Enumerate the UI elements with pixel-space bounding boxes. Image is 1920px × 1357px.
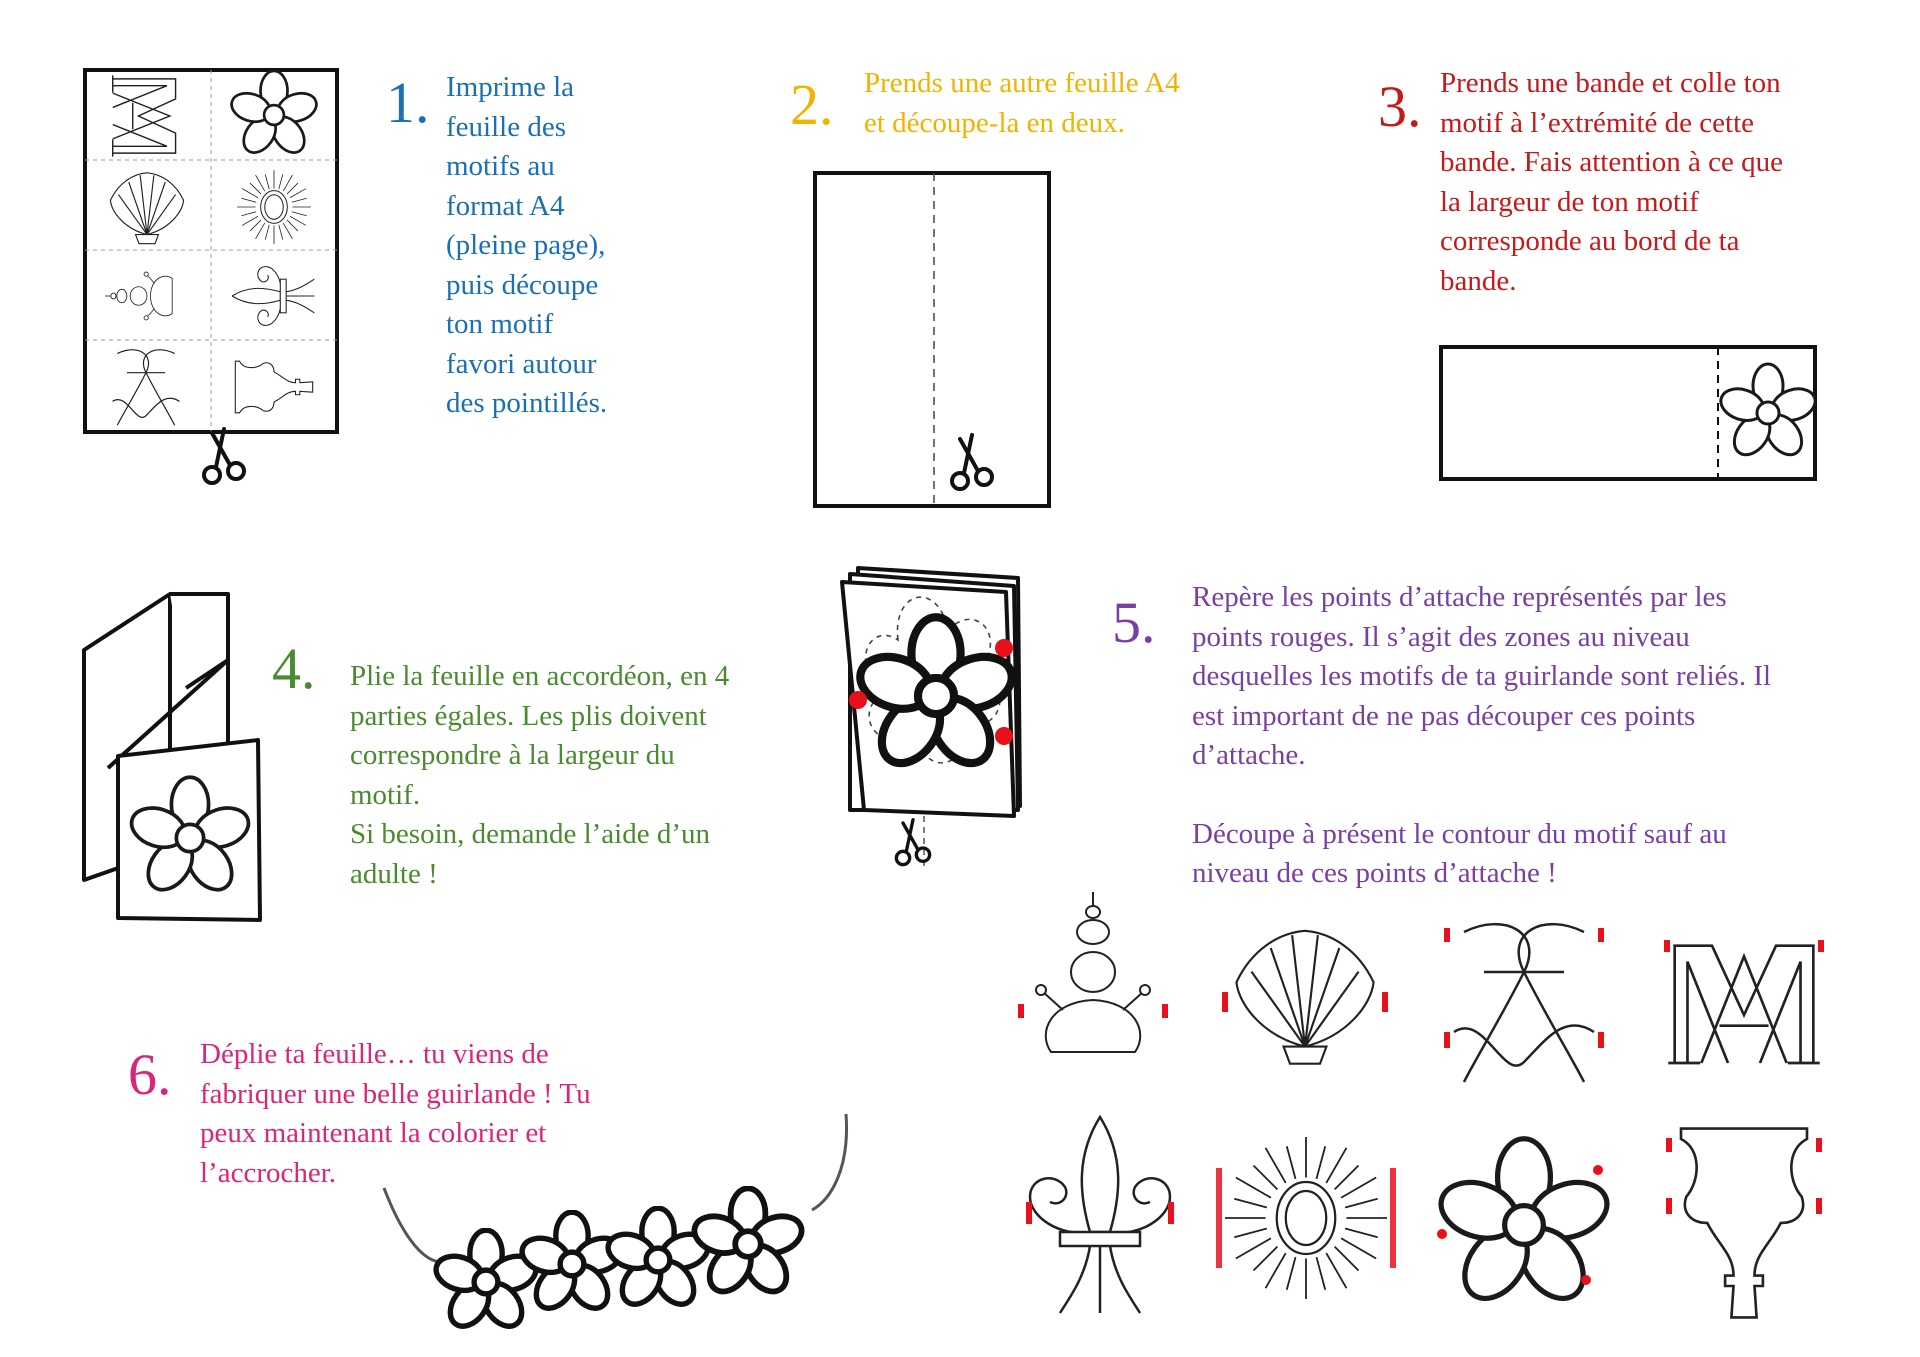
paper-strip-illustration: [1438, 344, 1818, 484]
a4-sheet-cut-illustration: [812, 170, 1052, 510]
folded-flower-illustration: [828, 560, 1028, 870]
monogram-motif-icon: [1444, 908, 1604, 1096]
step-4-number: 4.: [272, 636, 316, 701]
motif-sheet-illustration: [82, 68, 342, 498]
step-6-number: 6.: [128, 1042, 172, 1107]
crown-motif-icon: [1018, 892, 1168, 1092]
garland-illustration: [380, 1110, 850, 1340]
step-6-text: Déplie ta feuille… tu viens de fabriquer une belle guirlande ! Tu peux maintenant la colorier et l’accrocher.: [200, 1038, 591, 1189]
step-1-number: 1.: [386, 70, 430, 135]
step-2-number: 2.: [790, 72, 834, 137]
accordion-fold-illustration: [78, 590, 268, 920]
sun-motif-icon: [1216, 1118, 1396, 1318]
step-3-text: Prends une bande et colle ton motif à l’extrémité de cette bande. Fais attention à ce que la largeur de ton motif corresponde au bord de ta bande.: [1440, 67, 1784, 297]
am-monogram-motif-icon: [1664, 924, 1824, 1074]
step-5-number: 5.: [1112, 590, 1156, 655]
flower-motif-icon: [1436, 1130, 1612, 1320]
step-1-text: Imprime la feuille des motifs au format A4 (pleine page), puis découpe ton motif favori autour des pointillés.: [446, 71, 608, 419]
step-4-text: Plie la feuille en accordéon, en 4 parties égales. Les plis doivent correspondre à la largeur du motif. Si besoin, demande l’aide d’un adulte !: [350, 660, 730, 890]
fleur-de-lis-motif-icon: [1020, 1112, 1180, 1322]
step-5-text: Repère les points d’attache représentés par les points rouges. Il s’agit des zones au niveau desquelles les motifs de ta guirlande sont reliés. Il est important de ne pas découper ces points d’attache. Découpe à présent le contour du motif sauf au niveau de ces points d’attache !: [1192, 581, 1772, 889]
vase-motif-icon: [1664, 1118, 1824, 1328]
step-2-text: Prends une autre feuille A4 et découpe-la en deux.: [864, 67, 1180, 139]
shell-motif-icon: [1220, 918, 1390, 1068]
step-3-number: 3.: [1378, 74, 1422, 139]
